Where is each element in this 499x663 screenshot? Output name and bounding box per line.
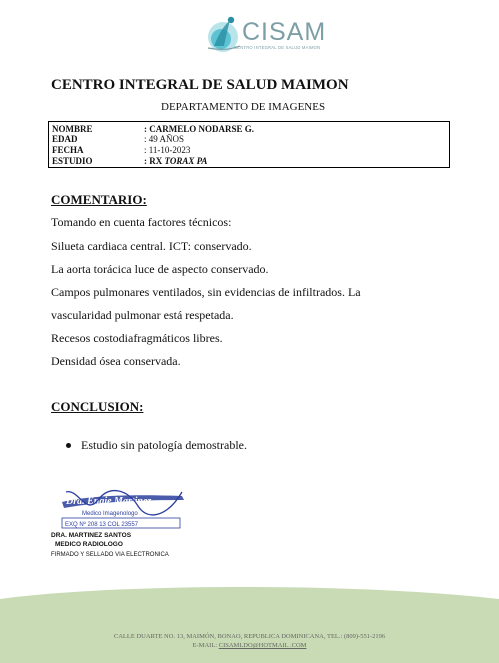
doctor-name: DRA. MARTINEZ SANTOS [51, 532, 132, 539]
study-prefix: : RX [144, 156, 165, 166]
department-name: DEPARTAMENTO DE IMAGENES [161, 101, 326, 113]
patient-age-value: : 49 AÑOS [144, 134, 185, 144]
comment-line: La aorta torácica luce de aspecto conservado. [51, 262, 269, 276]
comment-line: Silueta cardiaca central. ICT: conservado. [51, 239, 252, 253]
comment-line: vascularidad pulmonar está respetada. [51, 308, 234, 322]
comment-line: Campos pulmonares ventilados, sin evidencias de infiltrados. La [51, 285, 361, 299]
stamp-name: Dra. Engie Martinez [66, 496, 152, 507]
signature-note: FIRMADO Y SELLADO VIA ELECTRONICA [51, 552, 169, 558]
comment-line: Recesos costodiafragmáticos libres. [51, 331, 223, 345]
study-value [144, 156, 207, 166]
logo-subtitle: CENTRO INTEGRAL DE SALUD MAIMON [234, 45, 321, 50]
footer-address: CALLE DUARTE NO. 13, MAIMÓN, BONAO, REPUBLICA DOMINICANA, TEL.: (809)-551-2196 [113, 633, 386, 640]
patient-name-value: : CARMELO NODARSE G. [144, 124, 255, 134]
cisam-logo [198, 8, 327, 58]
stamp-title: Medico Imagenologo [82, 511, 138, 517]
patient-name-label: NOMBRE [52, 124, 93, 134]
exam-date-label: FECHA [52, 145, 84, 155]
comment-line: Densidad ósea conservada. [51, 354, 181, 368]
conclusion-heading: CONCLUSION: [51, 399, 144, 414]
study-label: ESTUDIO [52, 156, 93, 166]
comment-line: Tomando en cuenta factores técnicos: [51, 215, 232, 229]
comment-heading: COMENTARIO: [51, 192, 147, 207]
footer-email-label: E-MAIL: [192, 642, 219, 649]
signature-stamp [58, 486, 188, 532]
conclusion-item: Estudio sin patología demostrable. [81, 438, 247, 452]
footer-wave [0, 575, 499, 663]
patient-age-label: EDAD [52, 134, 78, 144]
patient-info-box [48, 121, 450, 168]
exam-date-value: : 11-10-2023 [144, 145, 191, 155]
bullet-icon [66, 443, 71, 448]
logo-name: CISAM [242, 18, 327, 46]
study-name: TORAX PA [164, 156, 208, 166]
doctor-title: MEDICO RADIOLOGO [55, 541, 123, 548]
footer-email-line [0, 642, 499, 649]
document-title: CENTRO INTEGRAL DE SALUD MAIMON [51, 77, 349, 93]
stamp-ids: EXQ Nº 208 13 COL 23557 [65, 522, 139, 528]
footer-email-link[interactable]: CISAMLDO@HOTMAIL .COM [218, 642, 307, 649]
